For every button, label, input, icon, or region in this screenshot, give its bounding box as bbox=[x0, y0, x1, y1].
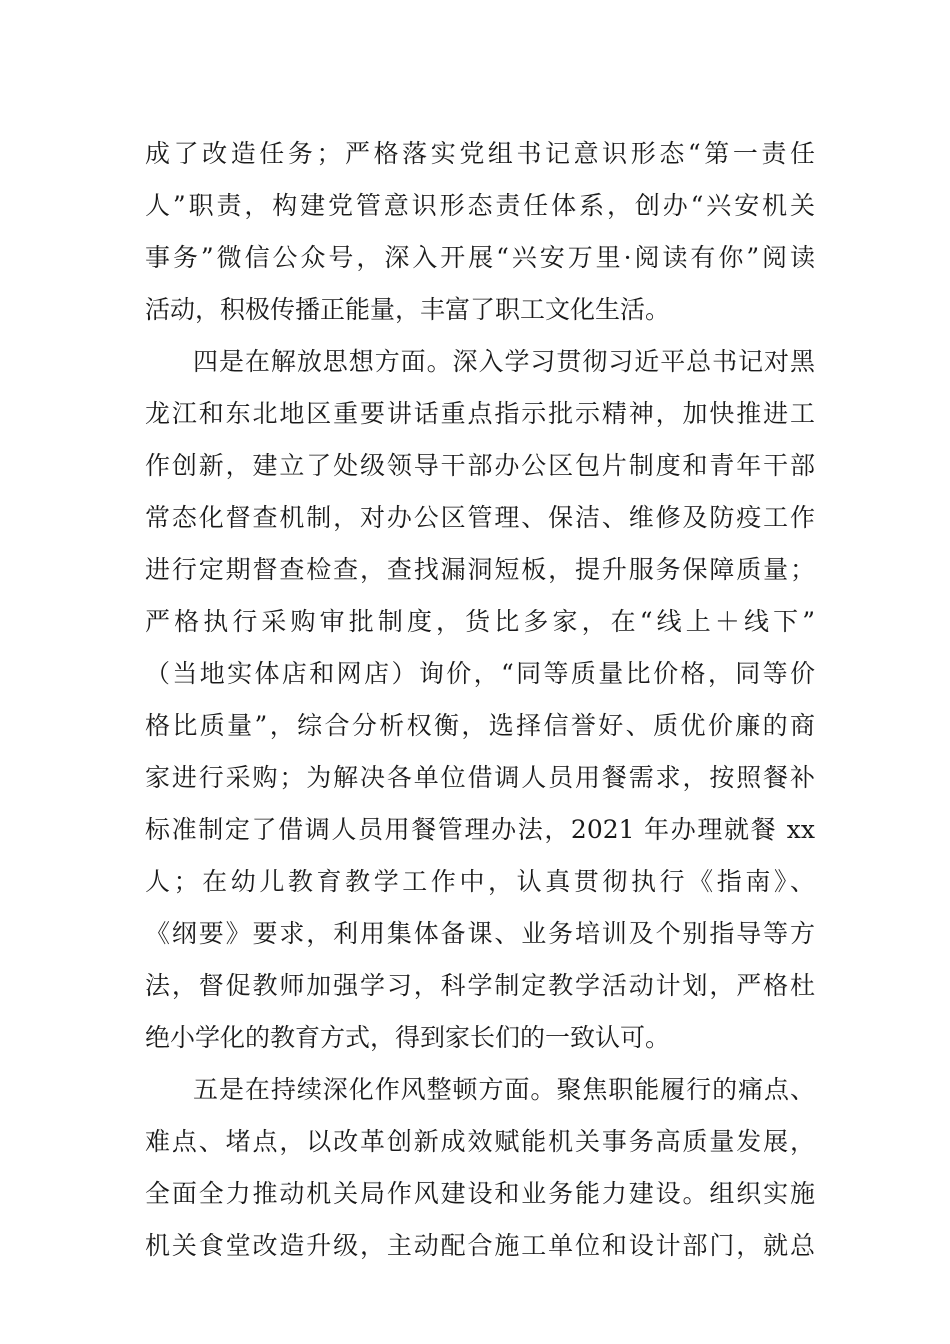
text-line: 龙江和东北地区重要讲话重点指示批示精神，加快推进工 bbox=[145, 399, 815, 428]
paragraph-start-line: 四是在解放思想方面。深入学习贯彻习近平总书记对黑 bbox=[193, 347, 815, 376]
text-line: 活动，积极传播正能量，丰富了职工文化生活。 bbox=[145, 295, 671, 324]
text-line: 事务”微信公众号，深入开展“兴安万里·阅读有你”阅读 bbox=[145, 243, 815, 272]
text-line: 作创新，建立了处级领导干部办公区包片制度和青年干部 bbox=[145, 451, 815, 480]
text-line: 人”职责，构建党管意识形态责任体系，创办“兴安机关 bbox=[145, 191, 815, 220]
text-line: 人；在幼儿教育教学工作中，认真贯彻执行《指南》、 bbox=[145, 867, 815, 896]
text-line: 难点、堵点，以改革创新成效赋能机关事务高质量发展， bbox=[145, 1127, 815, 1156]
text-line: 成了改造任务；严格落实党组书记意识形态“第一责任 bbox=[145, 139, 815, 168]
text-line: 机关食堂改造升级，主动配合施工单位和设计部门，就总 bbox=[145, 1231, 815, 1260]
text-line: 全面全力推动机关局作风建设和业务能力建设。组织实施 bbox=[145, 1179, 815, 1208]
text-line: （当地实体店和网店）询价，“同等质量比价格，同等价 bbox=[145, 659, 815, 688]
text-line: 法，督促教师加强学习，科学制定教学活动计划，严格杜 bbox=[145, 971, 815, 1000]
text-line: 格比质量”，综合分析权衡，选择信誉好、质优价廉的商 bbox=[145, 711, 815, 740]
text-line: 严格执行采购审批制度，货比多家，在“线上＋线下” bbox=[145, 607, 815, 636]
text-line: 家进行采购；为解决各单位借调人员用餐需求，按照餐补 bbox=[145, 763, 815, 792]
text-line: 标准制定了借调人员用餐管理办法，2021 年办理就餐 xx bbox=[145, 815, 815, 844]
text-line: 《纲要》要求，利用集体备课、业务培训及个别指导等方 bbox=[145, 919, 815, 948]
text-line: 绝小学化的教育方式，得到家长们的一致认可。 bbox=[145, 1023, 671, 1052]
text-line: 常态化督查机制，对办公区管理、保洁、维修及防疫工作 bbox=[145, 503, 815, 532]
text-line: 进行定期督查检查，查找漏洞短板，提升服务保障质量； bbox=[145, 555, 815, 584]
paragraph-start-line: 五是在持续深化作风整顿方面。聚焦职能履行的痛点、 bbox=[193, 1075, 815, 1104]
